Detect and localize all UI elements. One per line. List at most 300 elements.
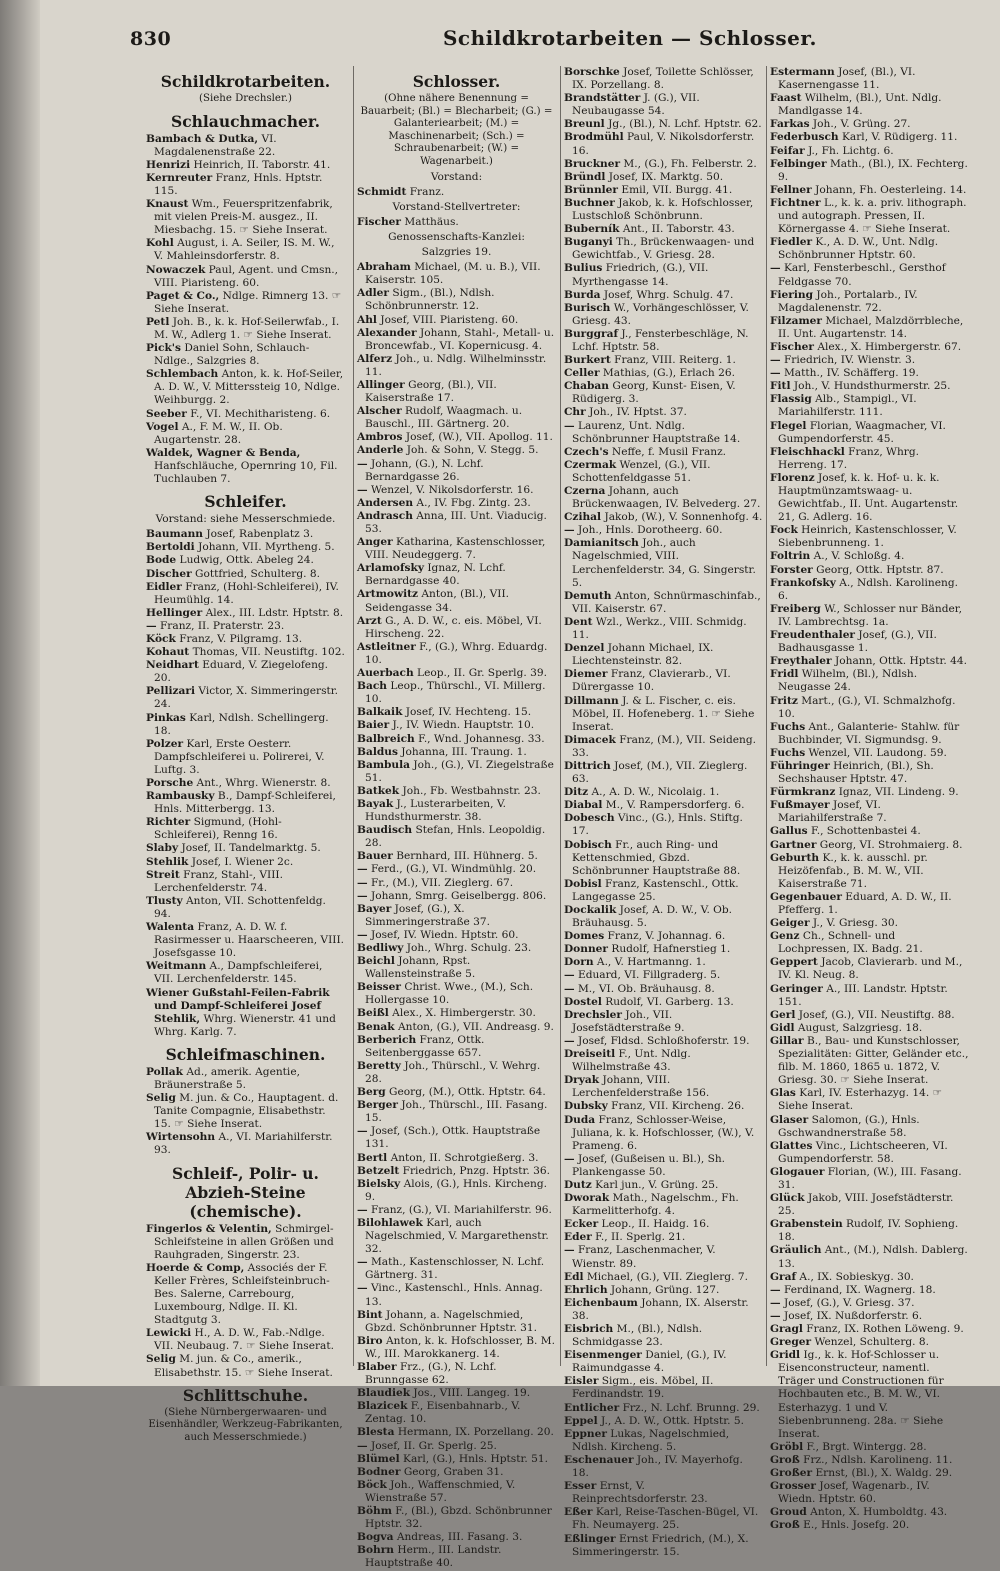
entry-name: —: [770, 1283, 781, 1296]
entry-details: Vinc., Lichtscheeren, VI. Gumpendorferstr. 58.: [778, 1139, 948, 1165]
entry-details: Josef, (Sch.), Ottk. Hauptstraße 131.: [365, 1125, 541, 1151]
directory-entry: [357, 733, 556, 746]
directory-entry: [564, 131, 763, 157]
entry-details: G., A. D. W., c. eis. Möbel, VI. Hirscheng. 22.: [365, 614, 542, 640]
entry-name: Forster: [770, 563, 813, 576]
entry-details: Josef, k. k. Hof- u. k. k. Hauptmünzamtswaag- u. Gewichtfab., II. Unt. Augartenstr. 21, G. Adlerg. 16.: [778, 471, 959, 524]
entry-details: Joh., IV. Mayerhofg. 18.: [572, 1453, 743, 1480]
directory-entry: [357, 706, 556, 719]
entry-name: Polzer: [146, 737, 184, 750]
entry-name: Felbinger: [770, 157, 827, 170]
entry-details: A., F. M. W., II. Ob. Augartenstr. 28.: [154, 420, 283, 446]
entry-details: Mart., (G.), VI. Schmalzhofg. 10.: [778, 694, 956, 720]
directory-entry: [564, 92, 763, 118]
entry-name: Freythaler: [770, 655, 832, 668]
entry-name: Geringer: [770, 982, 823, 995]
directory-entry: [770, 825, 969, 838]
entry-name: Faast: [770, 92, 802, 105]
entry-name: Ahl: [357, 313, 377, 326]
entry-name: Fiering: [770, 288, 814, 301]
directory-entry: [770, 1467, 969, 1480]
directory-entry: [357, 955, 556, 981]
directory-entry: [146, 842, 345, 855]
entry-name: Dreiseitl: [564, 1048, 616, 1061]
directory-entry: [564, 1153, 763, 1179]
entry-name: Blesta: [357, 1426, 395, 1439]
entry-details: Georg, Ottk. Hptstr. 87.: [812, 563, 944, 576]
directory-entry: [357, 431, 556, 444]
directory-entry: [357, 719, 556, 732]
directory-entry: [770, 983, 969, 1009]
entry-details: Victor, X. Simmeringerstr. 24.: [154, 685, 339, 711]
entry-details: Jacob, Clavierarb. und M., IV. Kl. Neug. 8.: [778, 956, 963, 982]
entry-name: Bertl: [357, 1151, 388, 1164]
entry-name: Damianitsch: [564, 537, 639, 550]
entry-name: Pellizari: [146, 685, 195, 698]
entry-details: Josef, II. Gr. Sperlg. 25.: [367, 1439, 497, 1452]
entry-name: Berberich: [357, 1033, 417, 1046]
entry-details: Joh., auch Nagelschmied, VIII. Lerchenfelderstr. 34, G. Singerstr. 5.: [572, 537, 756, 589]
entry-details: Paul, V. Nikolsdorferstr. 16.: [572, 131, 755, 157]
entry-name: Flassig: [770, 393, 812, 406]
directory-entry: [770, 564, 969, 577]
directory-entry: [770, 262, 969, 288]
entry-name: Baldus: [357, 745, 398, 758]
entry-details: Math., Kastenschlosser, N. Lchf. Gärtnerg. 31.: [365, 1256, 545, 1282]
directory-entry: [146, 528, 345, 541]
directory-entry: [564, 642, 763, 668]
entry-details: Salomon, (G.), Hnls. Gschwandnerstraße 58.: [778, 1113, 920, 1139]
entry-details: Johann, Stahl-, Metall- u. Broncewfab., VI. Kopernicusg. 4.: [365, 326, 555, 352]
entry-name: Dubsky: [564, 1100, 608, 1113]
entry-name: Ehrlich: [564, 1283, 608, 1296]
entry-name: —: [564, 969, 575, 982]
entry-details: Friedrich, Pnzg. Hptstr. 36.: [399, 1164, 550, 1177]
entry-details: A., III. Landstr. Hptstr. 151.: [778, 982, 948, 1008]
entry-name: Richter: [146, 816, 191, 829]
entry-name: Fridl: [770, 668, 799, 681]
entry-details: Math., (Bl.), IX. Fechterg. 9.: [778, 157, 968, 183]
entry-name: —: [357, 1282, 368, 1295]
directory-entry: [564, 812, 763, 838]
directory-entry: [146, 738, 345, 777]
directory-entry: [146, 1223, 345, 1262]
entry-details: Josef, IV. Wiedn. Hptstr. 60.: [367, 928, 519, 941]
entry-details: J. & L. Fischer, c. eis. Möbel, II. Hofeneberg. 1. ☞ Siehe Inserat.: [572, 694, 755, 733]
directory-entry: [770, 668, 969, 694]
entry-name: Brodmühl: [564, 131, 624, 144]
directory-entry: [357, 981, 556, 1007]
directory-entry: [770, 839, 969, 852]
entry-name: Fußmayer: [770, 799, 830, 812]
entry-details: Alois, (G.), Hnls. Kircheng. 9.: [365, 1177, 547, 1203]
directory-entry: [564, 1323, 763, 1349]
entry-name: Borschke: [564, 66, 620, 78]
directory-entry: [564, 367, 763, 380]
entry-name: Astleitner: [357, 640, 416, 653]
entry-details: Josef, (G.), V. Griesg. 37.: [780, 1296, 915, 1309]
entry-name: Bogva: [357, 1531, 394, 1544]
entry-name: Celler: [564, 367, 600, 380]
directory-entry: [770, 158, 969, 184]
entry-details: Franz, (Hohl-Schleiferei), IV. Heumühlg. 14.: [154, 580, 339, 606]
entry-name: Gragl: [770, 1323, 803, 1335]
entry-details: Bernhard, III. Hühnerg. 5.: [392, 850, 538, 863]
entry-details: Friedrich, IV. Wienstr. 3.: [780, 354, 916, 367]
entry-details: Joh., (G.), VI. Ziegelstraße 51.: [365, 758, 554, 784]
entry-name: Dittrich: [564, 759, 611, 772]
entry-name: —: [770, 367, 781, 380]
entry-details: Anton, k. k. Hofschlosser, B. M. W., III. Marokkanerg. 14.: [365, 1334, 555, 1360]
entry-name: Eichenbaum: [564, 1296, 638, 1309]
directory-entry: [770, 1336, 969, 1349]
entry-details: Josef, (W.), VII. Apollog. 11.: [402, 431, 553, 444]
entry-details: Josef, Whrg. Schulg. 47.: [600, 288, 734, 301]
entry-name: Bilohlawek: [357, 1216, 423, 1229]
directory-entry: [564, 1297, 763, 1323]
directory-entry: [770, 1284, 969, 1297]
entry-details: Hanfschläuche, Opernring 10, Fil. Tuchlauben 7.: [154, 459, 338, 486]
directory-entry: [146, 554, 345, 567]
entry-details: Josef, VIII. Piaristeng. 60.: [376, 313, 519, 326]
directory-entry: [770, 1310, 969, 1323]
directory-entry: [770, 472, 969, 524]
entry-name: Ditz: [564, 786, 589, 799]
entry-details: August, i. A. Seiler, IS. M. W., V. Mahleinsdorferstr. 8.: [154, 237, 335, 263]
entry-details: A., VI. Mariahilferstr. 93.: [154, 1131, 333, 1157]
directory-entry: [146, 1092, 345, 1131]
directory-entry: [357, 1217, 556, 1256]
entry-details: Franz, Whrg. Herreng. 17.: [778, 445, 919, 471]
directory-entry: [564, 1179, 763, 1192]
directory-entry: [146, 987, 345, 1039]
directory-entry: [564, 1271, 763, 1284]
directory-entry: [357, 1204, 556, 1217]
directory-entry: [770, 1166, 969, 1192]
entry-name: Greger: [770, 1336, 812, 1349]
entry-details: Georg, (M.), Ottk. Hptstr. 64.: [385, 1086, 546, 1099]
directory-entry: [357, 1256, 556, 1282]
entry-details: Alex., X. Himbergerstr. 30.: [388, 1007, 536, 1020]
directory-entry: [770, 930, 969, 956]
entry-details: F., VI. Mechitharisteng. 6.: [186, 407, 331, 420]
entry-details: Matth., IV. Schäfferg. 19.: [780, 367, 919, 380]
entry-details: Josef, Toilette Schlösser, IX. Porzellang. 8.: [572, 66, 754, 92]
entry-details: Leop., II. Haidg. 16.: [598, 1218, 710, 1231]
entry-details: Franz, VII. Kircheng. 26.: [607, 1100, 745, 1113]
entry-name: Neidhart: [146, 659, 199, 672]
entry-details: Josef, II. Tandelmarktg. 5.: [178, 842, 321, 855]
directory-entry: [770, 1035, 969, 1087]
directory-entry: [357, 1400, 556, 1426]
directory-entry: [564, 734, 763, 760]
entry-name: Fiedler: [770, 236, 813, 249]
directory-entry: [770, 1323, 969, 1336]
section-title: Schleifer.: [204, 492, 287, 512]
entry-details: Frz., (G.), N. Lchf. Brunngasse 62.: [365, 1361, 497, 1387]
directory-entry: [564, 171, 763, 184]
entry-details: Josef, Rabenplatz 3.: [203, 528, 314, 541]
entry-name: Eisenmenger: [564, 1349, 642, 1362]
entry-details: Ignaz, VII. Lindeng. 9.: [835, 786, 959, 799]
entry-details: Anton, VII. Schottenfeldg. 94.: [154, 894, 326, 920]
directory-entry: [146, 290, 345, 316]
directory-entry: [357, 1060, 556, 1086]
directory-entry: [146, 646, 345, 659]
entry-name: Entlicher: [564, 1401, 620, 1414]
entry-details: H., A. D. W., Fab.-Ndlge. VII. Neubaug. 7. ☞ Siehe Inserat.: [154, 1327, 334, 1353]
entry-details: B., Dampf-Schleiferei, Hnls. Mitterbergg. 13.: [154, 790, 336, 816]
entry-name: —: [357, 1125, 368, 1138]
directory-entry: [770, 1009, 969, 1022]
entry-details: Johann, VII. Myrtheng. 5.: [194, 541, 335, 554]
directory-entry: [146, 342, 345, 368]
entry-name: Fellner: [770, 183, 812, 196]
section-label: Salzgries 19.: [421, 246, 492, 259]
book-gutter: [0, 0, 40, 1386]
directory-entry: [357, 615, 556, 641]
entry-details: Fr., auch Ring- und Kettenschmied, Gbzd. Schönbrunner Hauptstraße 88.: [572, 838, 741, 877]
directory-entry: [564, 1100, 763, 1113]
entry-details: Eduard, A. D. W., II. Pfefferg. 1.: [778, 890, 952, 916]
entry-name: Dobisch: [564, 838, 612, 851]
entry-name: Glas: [770, 1087, 796, 1100]
entry-details: A., Ndlsh. Karolineng. 6.: [778, 576, 958, 602]
entry-name: Balkaik: [357, 706, 403, 719]
entry-name: Führinger: [770, 759, 830, 772]
entry-details: F., (G.), Whrg. Eduardg. 10.: [365, 640, 548, 666]
entry-name: Fichtner: [770, 196, 821, 209]
directory-entry: [357, 785, 556, 798]
entry-name: Bambach & Dutka,: [146, 132, 259, 145]
entry-name: Bauer: [357, 850, 393, 863]
directory-entry: [357, 444, 556, 457]
section-label: Genossenschafts-Kanzlei:: [388, 230, 525, 243]
entry-name: Fingerlos & Velentin,: [146, 1222, 272, 1235]
entry-details: Paul, Agent. und Cmsn., VIII. Piaristeng. 60.: [154, 263, 339, 289]
entry-name: Federbusch: [770, 131, 839, 144]
entry-details: Josef, Fldsd. Schloßhoferstr. 19.: [574, 1034, 750, 1047]
entry-details: Wzl., Werkz., VIII. Schmidg. 11.: [572, 615, 747, 642]
entry-name: Henrizi: [146, 158, 191, 171]
entry-name: Ecker: [564, 1218, 599, 1231]
entry-name: Pollak: [146, 1065, 184, 1078]
entry-name: Grosser: [770, 1480, 816, 1493]
entry-details: Joh., Whrg. Schulg. 23.: [403, 942, 532, 954]
entry-name: Batkek: [357, 784, 400, 797]
entry-name: Donner: [564, 943, 608, 956]
directory-entry: [564, 118, 763, 131]
entry-details: Wenzel, V. Nikolsdorferstr. 16.: [367, 483, 534, 496]
entry-details: Rudolf, Hafnerstieg 1.: [607, 943, 731, 956]
directory-entry: [357, 824, 556, 850]
entry-name: Glück: [770, 1192, 805, 1205]
entry-name: Flegel: [770, 419, 807, 432]
directory-entry: [770, 721, 969, 747]
directory-entry: [770, 315, 969, 341]
entry-details: J. (G.), VII. Neubaugasse 54.: [572, 92, 700, 118]
entry-details: A., V. Schloßg. 4.: [810, 550, 905, 563]
entry-details: Math., Nagelschm., Fh. Karmelitterhofg. 4.: [572, 1192, 739, 1218]
entry-name: Eder: [564, 1231, 592, 1244]
directory-entry: [357, 863, 556, 876]
directory-entry: [146, 712, 345, 738]
entry-details: M. jun. & Co., Hauptagent. d. Tanite Compagnie, Elisabethstr. 15. ☞ Siehe Inserat.: [154, 1092, 339, 1131]
entry-name: Eppel: [564, 1414, 598, 1427]
directory-entry: [564, 969, 763, 982]
entry-details: Jakob, VIII. Josefstädterstr. 25.: [778, 1192, 954, 1218]
entry-name: Geburth: [770, 851, 820, 864]
directory-entry: [770, 92, 969, 118]
column-2: [353, 66, 556, 1570]
entry-details: Katharina, Kastenschlosser, VIII. Neudeggerg. 7.: [365, 536, 546, 562]
entry-details: VI. Magdalenenstraße 22.: [154, 132, 277, 158]
entry-details: Stefan, Hnls. Leopoldig. 28.: [365, 824, 546, 850]
directory-entry: [146, 777, 345, 790]
entry-name: Fischer: [770, 340, 814, 353]
directory-entry: [564, 996, 763, 1009]
entry-details: Laurenz, Unt. Ndlg. Schönbrunner Hauptstraße 14.: [572, 419, 741, 445]
entry-details: Franz, II. Praterstr. 23.: [156, 619, 285, 632]
entry-name: —: [564, 982, 575, 995]
entry-name: Böck: [357, 1478, 387, 1491]
directory-entry: [564, 1415, 763, 1428]
entry-details: Eduard, V. Ziegelofeng. 20.: [154, 659, 329, 685]
directory-entry: [564, 289, 763, 302]
entry-details: Johann, Fh. Oesterleing. 14.: [811, 183, 967, 196]
entry-name: Eisbrich: [564, 1323, 614, 1335]
directory-entry: [357, 641, 556, 667]
directory-entry: [770, 118, 969, 131]
entry-name: Vogel: [146, 420, 179, 433]
entry-name: Gidl: [770, 1021, 795, 1034]
directory-entry: [564, 878, 763, 904]
entry-name: Eßlinger: [564, 1532, 616, 1545]
entry-details: Johann, Rpst. Wallensteinstraße 5.: [365, 955, 476, 981]
directory-entry: [770, 577, 969, 603]
entry-name: Adler: [357, 287, 389, 300]
entry-details: Ferd., (G.), VI. Windmühlg. 20.: [367, 863, 537, 876]
entry-name: —: [564, 1244, 575, 1257]
entry-name: Gartner: [770, 838, 817, 851]
directory-entry: [564, 1114, 763, 1153]
directory-entry: [564, 1231, 763, 1244]
entry-name: Buchner: [564, 196, 615, 209]
directory-entry: [146, 172, 345, 198]
entry-details: August, Salzgriesg. 18.: [794, 1021, 923, 1034]
entry-details: Johann, auch Brückenwaagen, IV. Belvederg. 27.: [572, 485, 761, 511]
entry-name: Fock: [770, 524, 798, 537]
entry-details: Anton, k. k. Hof-Seiler, A. D. W., V. Mitterssteig 10, Ndlge. Weihburgg. 2.: [154, 368, 344, 407]
entry-name: Drechsler: [564, 1008, 622, 1021]
entry-details: Heinrich, II. Taborstr. 41.: [190, 158, 331, 171]
entry-details: Karl, IV. Esterhazyg. 14. ☞ Siehe Inserat.: [778, 1087, 943, 1113]
entry-name: Fitl: [770, 380, 791, 393]
entry-name: Frankofsky: [770, 576, 836, 589]
entry-name: Bach: [357, 680, 387, 693]
entry-details: Franz.: [406, 185, 445, 198]
entry-details: Johann, IX. Alserstr. 38.: [572, 1296, 749, 1322]
entry-details: Joh., Thürschl., V. Wehrg. 28.: [365, 1059, 541, 1085]
entry-name: Hellinger: [146, 606, 203, 619]
directory-entry: [357, 1099, 556, 1125]
entry-name: Czech's: [564, 445, 609, 458]
entry-name: Bode: [146, 554, 177, 567]
entry-details: Josef, (G.), VII. Badhausgasse 1.: [778, 629, 937, 655]
entry-name: —: [357, 1203, 368, 1216]
directory-entry: [357, 1165, 556, 1178]
entry-name: Kernreuter: [146, 171, 213, 184]
entry-details: Ant., Whrg. Wienerstr. 8.: [193, 777, 331, 789]
directory-entry: [146, 447, 345, 486]
entry-name: —: [357, 928, 368, 941]
directory-entry: [564, 943, 763, 956]
entry-name: Dimacek: [564, 733, 616, 746]
entry-details: K., k. k. ausschl. pr. Heizöfenfab., B. M. W., VII. Kaiserstraße 71.: [778, 851, 928, 890]
entry-name: —: [770, 1296, 781, 1309]
entry-name: Glogauer: [770, 1165, 825, 1178]
entry-name: Chaban: [564, 380, 609, 393]
entry-details: Franz, Stahl-, VIII. Lerchenfelderstr. 74.: [154, 868, 283, 894]
entry-name: Burkert: [564, 354, 611, 367]
entry-details: Franz, VIII. Reiterg. 1.: [610, 354, 736, 367]
entry-details: Joh. B., k. k. Hof-Seilerwfab., I. M. W., Adlerg 1. ☞ Siehe Inserat.: [154, 315, 340, 341]
column-1: [146, 66, 345, 1443]
entry-details: Heinrich, Kastenschlosser, V. Siebenbrunneng. 1.: [778, 524, 957, 550]
entry-details: Karl, (G.), Hnls. Hptstr. 51.: [399, 1452, 548, 1465]
directory-entry: [146, 1353, 345, 1379]
entry-name: Geiger: [770, 917, 810, 930]
entry-name: —: [770, 354, 781, 367]
entry-name: Bründl: [564, 170, 606, 183]
entry-name: Pinkas: [146, 711, 186, 724]
entry-name: Gridl: [770, 1349, 801, 1362]
directory-entry: [357, 1440, 556, 1453]
entry-name: Eßer: [564, 1506, 593, 1519]
entry-name: —: [564, 524, 575, 537]
directory-entry: [146, 921, 345, 960]
entry-details: Karl, Erste Oesterr. Dampfschleiferei u. Polirerei, V. Luftg. 3.: [154, 737, 325, 776]
entry-name: Schlembach: [146, 368, 219, 381]
entry-details: Franz, Schlosser-Weise, Juliana, k. k. Hofschlosser, (W.), V. Prameng. 6.: [572, 1113, 755, 1152]
entry-details: Alex., X. Himbergerstr. 67.: [813, 340, 962, 353]
entry-details: M., (G.), Fh. Felberstr. 2.: [620, 157, 757, 170]
directory-entry: [770, 393, 969, 419]
directory-entry: [564, 695, 763, 734]
directory-entry: [146, 581, 345, 607]
entry-name: Walenta: [146, 921, 195, 934]
entry-name: Brandstätter: [564, 92, 641, 105]
entry-details: Lukas, Nagelschmied, Ndlsh. Kircheng. 5.: [572, 1427, 730, 1453]
section-title: Schleifmaschinen.: [165, 1044, 326, 1064]
entry-name: Knaust: [146, 198, 189, 211]
directory-entry: [357, 536, 556, 562]
section-note: (Siehe Drechsler.): [199, 93, 292, 104]
entry-details: J., Fh. Lichtg. 6.: [804, 144, 894, 157]
entry-details: Franz, (M.), VII. Seideng. 33.: [572, 733, 756, 759]
directory-entry: [770, 1087, 969, 1113]
directory-entry: [357, 1361, 556, 1387]
directory-entry: [564, 1506, 763, 1532]
entry-name: Großer: [770, 1467, 813, 1480]
entry-name: Allinger: [357, 378, 405, 391]
entry-name: Fritz: [770, 694, 798, 707]
entry-details: Christ. Wwe., (M.), Sch. Hollergasse 10.: [365, 981, 534, 1007]
entry-details: Josef, VI. Mariahilferstraße 7.: [778, 799, 887, 825]
directory-entry: [564, 616, 763, 642]
entry-name: Bayer: [357, 902, 392, 915]
entry-details: Joh., V. Grüng. 27.: [809, 118, 911, 131]
